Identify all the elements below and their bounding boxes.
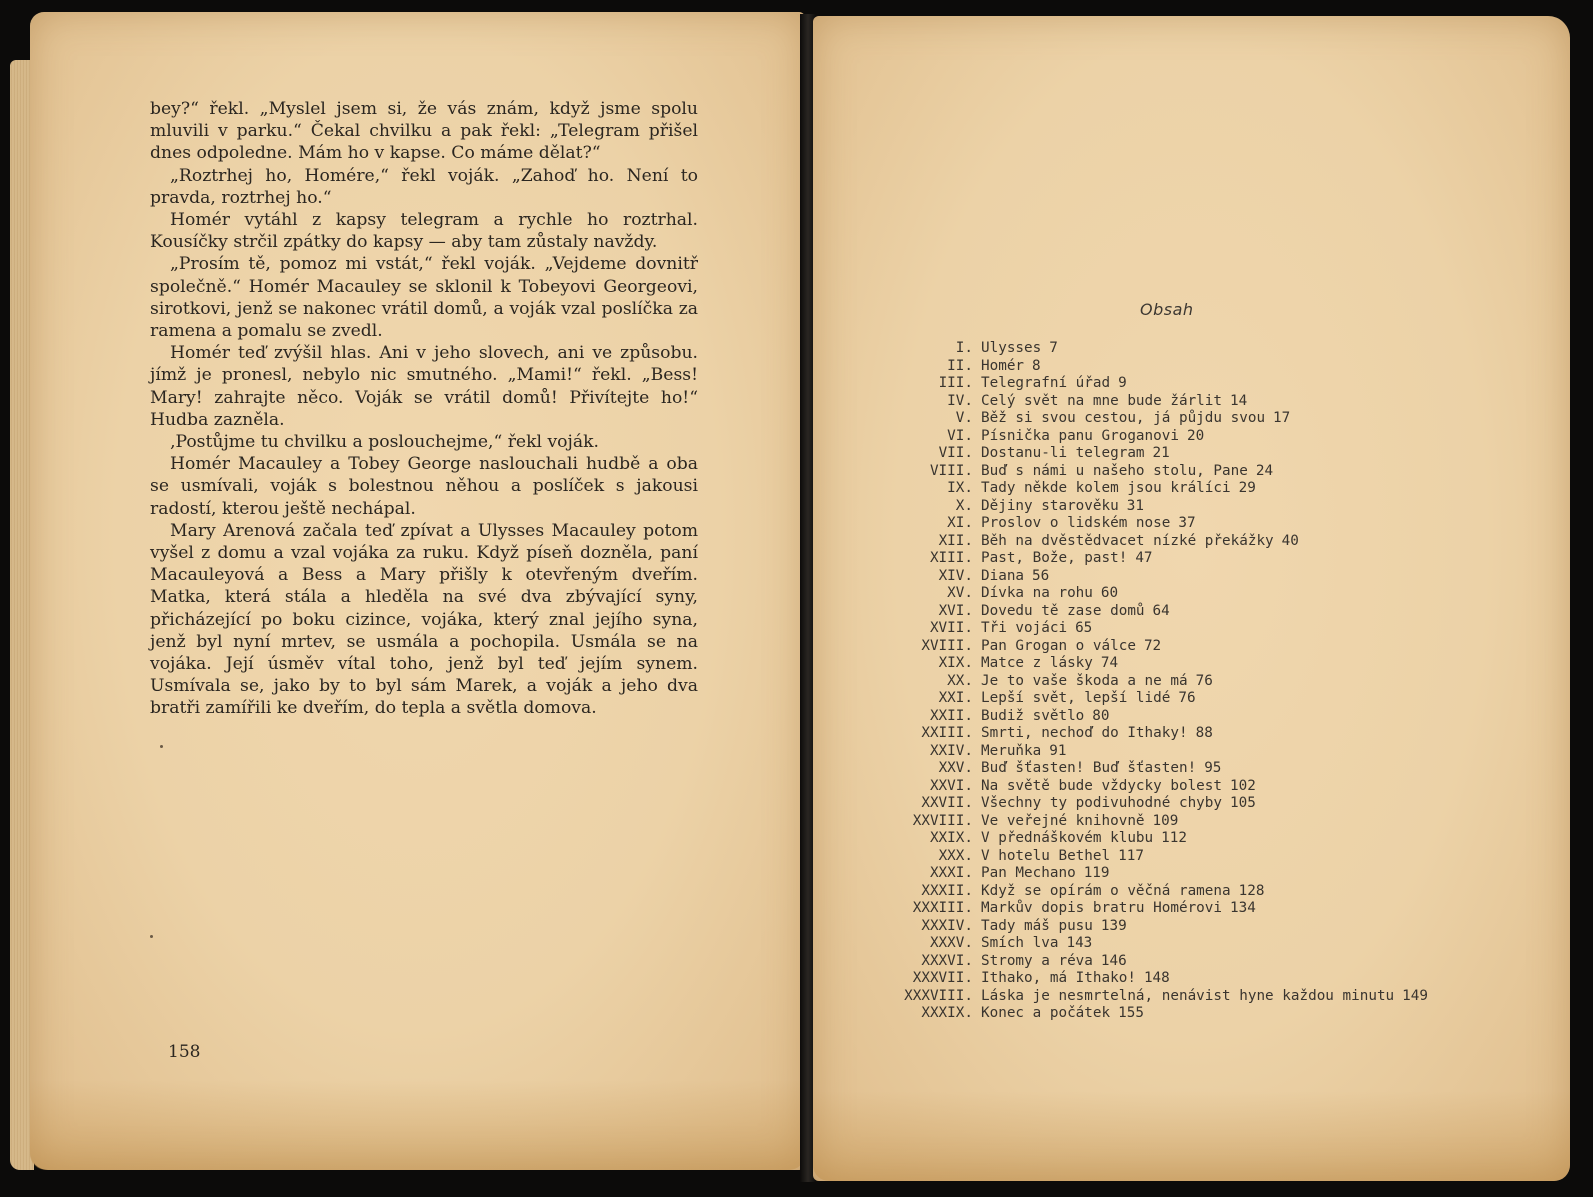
toc-chapter-number: IV. <box>947 392 973 409</box>
toc-chapter <box>981 708 1110 726</box>
toc-chapter-number: XXVII. <box>921 795 973 811</box>
toc-chapter-number: XXX. <box>938 847 973 864</box>
toc-page-number: 14 <box>1230 392 1248 409</box>
toc-page-number: 74 <box>1100 655 1119 671</box>
paragraph: „Roztrhej ho, Homére,“ řekl voják. „Zahoď ho. Není to pravda, roztrhej ho.“ <box>150 165 698 208</box>
toc-page-number: 76 <box>1195 672 1213 689</box>
table-of-contents <box>885 340 1505 1023</box>
paragraph: Mary Arenová začala teď zpívat a Ulysses Macauley potom vyšel z domu a vzal vojáka za ruku. Když píseň dozněla, paní Macauleyová a Bess a Mary přišly k otevřeným dveřím. Matka, která stála a hleděla na své dva zbývající syny, přicházející po boku cizince, vojáka, který znal jejího syna, jenž byl nyní mrtev, se usmála a pochopila. Usmála se na vojáka. Její úsměv vítal toho, jenž byl teď jejím synem. Usmívala se, jako by to byl sám Marek, a voják a jeho dva bratři zamířili ke dveřím, do tepla a světla domova. <box>150 520 698 719</box>
toc-chapter <box>981 725 1213 743</box>
toc-entry <box>885 393 1505 411</box>
toc-chapter-title: Homér <box>981 357 1025 374</box>
toc-chapter-title: V přednáškovém klubu <box>981 830 1154 846</box>
toc-chapter <box>981 428 1204 446</box>
toc-chapter-title: Ve veřejné knihovně <box>981 812 1145 829</box>
toc-chapter-number: XXVI. <box>929 777 973 794</box>
toc-entry <box>885 935 1505 953</box>
toc-entry <box>885 463 1505 481</box>
toc-chapter <box>981 498 1144 516</box>
paragraph: bey?“ řekl. „Myslel jsem si, že vás znám, když jsme spolu mluvili v parku.“ Čekal chvilku a pak řekl: „Telegram přišel dnes odpoledne. Mám ho v kapse. Co máme dělat?“ <box>150 99 698 164</box>
toc-chapter <box>981 900 1256 918</box>
toc-chapter <box>981 358 1041 376</box>
toc-entry <box>885 585 1505 603</box>
toc-chapter <box>981 463 1273 481</box>
toc-chapter-number: XVIII. <box>921 637 973 654</box>
toc-chapter <box>981 568 1049 586</box>
toc-title: Obsah <box>1140 300 1194 319</box>
toc-page-number: 56 <box>1032 567 1050 584</box>
ink-speck <box>160 745 163 748</box>
toc-chapter <box>981 1005 1144 1023</box>
toc-chapter-title: Ulysses <box>981 340 1042 356</box>
toc-page-number: 80 <box>1092 707 1110 724</box>
toc-entry <box>885 358 1505 376</box>
toc-chapter <box>981 655 1118 673</box>
toc-entry <box>885 918 1505 936</box>
toc-page-number: 139 <box>1100 917 1127 934</box>
toc-chapter-title: Tři vojáci <box>981 620 1068 636</box>
toc-page-number: 31 <box>1126 497 1144 514</box>
toc-page-number: 37 <box>1178 515 1196 531</box>
toc-chapter-title: Dovedu tě zase domů <box>981 602 1145 619</box>
toc-entry <box>885 340 1505 358</box>
toc-chapter-number: VIII. <box>929 462 973 479</box>
toc-chapter-title: Diana <box>981 567 1025 584</box>
toc-page-number: 146 <box>1100 952 1127 969</box>
toc-chapter-title: Buď šťasten! Buď šťasten! <box>981 760 1197 776</box>
toc-page-number: 112 <box>1161 830 1187 846</box>
toc-page-number: 149 <box>1402 987 1428 1004</box>
toc-entry <box>885 620 1505 638</box>
paragraph: Homér teď zvýšil hlas. Ani v jeho slovech, ani ve způsobu. jímž je pronesl, nebylo nic smutného. „Mami!“ řekl. „Bess! Mary! zahrajte něco. Voják se vrátil domů! Přivítejte ho!“ Hudba zazněla. <box>150 343 698 430</box>
toc-chapter-number: XX. <box>947 672 973 689</box>
toc-page-number: 119 <box>1083 865 1110 881</box>
toc-chapter-number: IX. <box>947 480 973 496</box>
toc-page-number: 9 <box>1118 375 1127 391</box>
toc-page-number: 24 <box>1255 462 1274 479</box>
toc-chapter <box>981 620 1092 638</box>
toc-chapter-title: Stromy a réva <box>981 952 1093 969</box>
toc-chapter-number: XXIII. <box>921 725 973 741</box>
toc-chapter-number: XIV. <box>938 567 973 584</box>
toc-chapter-title: Markův dopis bratru Homérovi <box>981 900 1223 916</box>
toc-entry <box>885 428 1505 446</box>
toc-chapter-number: XIX. <box>938 655 973 671</box>
toc-chapter-number: XXIX. <box>929 830 973 846</box>
toc-chapter-number: XXXII. <box>921 882 973 899</box>
toc-chapter-title: Všechny ty podivuhodné chyby <box>981 795 1223 811</box>
paragraph: „Prosím tě, pomoz mi vstát,“ řekl voják. „Vejdeme dovnitř společně.“ Homér Macauley se sklonil k Tobeyovi Georgeovi, sirotkovi, jenž se nakonec vrátil domů, a voják vzal poslíčka za ramena a pomalu se zvedl. <box>150 254 698 342</box>
toc-chapter-title: Na světě bude vždycky bolest <box>981 777 1223 794</box>
toc-chapter-title: Past, Bože, past! <box>981 550 1128 566</box>
toc-chapter <box>981 585 1118 603</box>
toc-chapter-title: Je to vaše škoda a ne má <box>981 672 1188 689</box>
toc-chapter-number: V. <box>955 410 973 426</box>
toc-chapter <box>981 778 1256 796</box>
toc-chapter-title: Matce z lásky <box>981 655 1093 671</box>
toc-page-number: 8 <box>1032 357 1041 374</box>
water-stain <box>30 1080 805 1170</box>
toc-chapter-number: XXXIV. <box>921 917 973 934</box>
toc-chapter <box>981 340 1058 358</box>
toc-chapter-number: XI. <box>947 515 973 531</box>
page-number: 158 <box>168 1042 201 1062</box>
toc-chapter-number: XXI. <box>938 690 973 706</box>
toc-entry <box>885 533 1505 551</box>
toc-chapter-title: Láska je nesmrtelná, nenávist hyne každou minutu <box>981 987 1395 1004</box>
ink-speck <box>150 935 153 938</box>
toc-page-number: 7 <box>1049 340 1058 356</box>
toc-chapter-title: Pan Grogan o válce <box>981 637 1136 654</box>
toc-page-number: 134 <box>1230 900 1256 916</box>
toc-entry <box>885 795 1505 813</box>
toc-chapter-title: Smích lva <box>981 935 1059 951</box>
toc-entry <box>885 743 1505 761</box>
toc-chapter-number: XXII. <box>929 707 973 724</box>
toc-page-number: 117 <box>1118 847 1144 864</box>
water-stain <box>813 1091 1570 1181</box>
toc-chapter-title: V hotelu Bethel <box>981 847 1111 864</box>
toc-chapter-title: Tady máš pusu <box>981 917 1093 934</box>
paragraph: ‚Postůjme tu chvilku a poslouchejme,“ řekl voják. <box>170 432 599 453</box>
toc-entry <box>885 883 1505 901</box>
toc-chapter <box>981 830 1187 848</box>
toc-entry <box>885 690 1505 708</box>
toc-chapter-title: Telegrafní úřad <box>981 375 1111 391</box>
toc-chapter <box>981 673 1213 691</box>
toc-page-number: 91 <box>1049 742 1067 759</box>
toc-chapter-title: Proslov o lidském nose <box>981 515 1171 531</box>
toc-entry <box>885 725 1505 743</box>
toc-entry <box>885 1005 1505 1023</box>
paragraph: Homér vytáhl z kapsy telegram a rychle ho roztrhal. Kousíčky strčil zpátky do kapsy — aby tam zůstaly navždy. <box>150 210 698 253</box>
toc-entry <box>885 410 1505 428</box>
toc-page-number: 60 <box>1100 585 1119 601</box>
toc-page-number: 65 <box>1075 620 1093 636</box>
toc-entry <box>885 550 1505 568</box>
toc-chapter <box>981 638 1161 656</box>
toc-entry <box>885 953 1505 971</box>
toc-page-number: 109 <box>1152 812 1179 829</box>
toc-chapter <box>981 743 1066 761</box>
toc-chapter <box>981 480 1256 498</box>
toc-chapter <box>981 603 1170 621</box>
toc-page-number: 47 <box>1135 550 1153 566</box>
toc-page-number: 29 <box>1238 480 1256 496</box>
toc-entry <box>885 375 1505 393</box>
toc-chapter-title: Tady někde kolem jsou králíci <box>981 480 1231 496</box>
toc-chapter <box>981 393 1247 411</box>
toc-chapter-number: XXVIII. <box>912 812 973 829</box>
toc-chapter-number: XXIV. <box>929 742 973 759</box>
toc-chapter-number: XXXI. <box>929 865 973 881</box>
toc-chapter-title: Písnička panu Groganovi <box>981 427 1179 444</box>
toc-chapter <box>981 375 1127 393</box>
toc-page-number: 155 <box>1118 1005 1144 1021</box>
toc-chapter <box>981 813 1178 831</box>
toc-chapter-title: Když se opírám o věčná ramena <box>981 882 1231 899</box>
toc-chapter-number: XVII. <box>929 620 973 636</box>
toc-entry <box>885 568 1505 586</box>
toc-chapter-title: Pan Mechano <box>981 865 1076 881</box>
toc-page-number: 95 <box>1204 760 1222 776</box>
toc-chapter <box>981 690 1196 708</box>
toc-chapter-title: Meruňka <box>981 742 1042 759</box>
toc-entry <box>885 760 1505 778</box>
toc-chapter-number: XV. <box>947 585 973 601</box>
toc-page-number: 17 <box>1273 410 1291 426</box>
toc-page-number: 105 <box>1230 795 1256 811</box>
toc-chapter-number: I. <box>955 340 973 356</box>
toc-entry <box>885 848 1505 866</box>
toc-entry <box>885 778 1505 796</box>
toc-chapter-number: XII. <box>938 532 973 549</box>
toc-page-number: 102 <box>1230 777 1256 794</box>
toc-entry <box>885 970 1505 988</box>
toc-page-number: 128 <box>1238 882 1265 899</box>
toc-chapter-title: Běž si svou cestou, já půjdu svou <box>981 410 1266 426</box>
toc-entry <box>885 638 1505 656</box>
toc-chapter-title: Lepší svět, lepší lidé <box>981 690 1171 706</box>
toc-chapter <box>981 760 1221 778</box>
toc-chapter-number: VI. <box>947 427 973 444</box>
toc-chapter-title: Buď s námi u našeho stolu, Pane <box>981 462 1248 479</box>
toc-entry <box>885 708 1505 726</box>
toc-chapter <box>981 550 1153 568</box>
toc-chapter <box>981 970 1170 988</box>
toc-chapter-title: Celý svět na mne bude žárlit <box>981 392 1223 409</box>
toc-entry <box>885 900 1505 918</box>
body-text <box>150 98 698 720</box>
toc-entry <box>885 655 1505 673</box>
toc-entry <box>885 445 1505 463</box>
toc-chapter-number: XVI. <box>938 602 973 619</box>
paragraph: Homér Macauley a Tobey George naslouchali hudbě a oba se usmívali, voják s bolestnou něhou a poslíček s jakousi radostí, kterou ještě nechápal. <box>150 454 698 519</box>
toc-page-number: 148 <box>1143 970 1170 986</box>
toc-page-number: 76 <box>1178 690 1196 706</box>
toc-chapter-title: Ithako, má Ithako! <box>981 970 1136 986</box>
toc-chapter <box>981 795 1256 813</box>
toc-entry <box>885 603 1505 621</box>
toc-chapter-number: X. <box>955 497 973 514</box>
toc-chapter-number: XXXIX. <box>921 1005 973 1021</box>
toc-entry <box>885 865 1505 883</box>
toc-chapter-number: XXV. <box>938 760 973 776</box>
toc-chapter-title: Dějiny starověku <box>981 497 1119 514</box>
toc-chapter-number: XXXVIII. <box>904 987 973 1004</box>
toc-chapter-number: XXXIII. <box>912 900 973 916</box>
toc-chapter <box>981 918 1127 936</box>
toc-chapter <box>981 935 1092 953</box>
toc-chapter-title: Běh na dvěstědvacet nízké překážky <box>981 532 1274 549</box>
toc-entry <box>885 813 1505 831</box>
toc-entry <box>885 498 1505 516</box>
toc-page-number: 88 <box>1195 725 1213 741</box>
toc-chapter-number: XIII. <box>929 550 973 566</box>
toc-chapter <box>981 953 1127 971</box>
toc-chapter <box>981 988 1428 1006</box>
toc-chapter-title: Smrti, nechoď do Ithaky! <box>981 725 1188 741</box>
toc-entry <box>885 830 1505 848</box>
toc-chapter <box>981 410 1290 428</box>
toc-chapter <box>981 865 1110 883</box>
toc-entry <box>885 988 1505 1006</box>
toc-chapter <box>981 883 1264 901</box>
toc-chapter-number: III. <box>938 375 973 391</box>
toc-page-number: 72 <box>1143 637 1162 654</box>
toc-chapter <box>981 515 1196 533</box>
toc-chapter-number: XXXVI. <box>921 952 973 969</box>
toc-chapter-title: Budiž světlo <box>981 707 1085 724</box>
toc-page-number: 143 <box>1066 935 1093 951</box>
toc-chapter-title: Dívka na rohu <box>981 585 1093 601</box>
toc-entry <box>885 515 1505 533</box>
toc-chapter-number: XXXVII. <box>912 970 973 986</box>
toc-page-number: 21 <box>1152 445 1170 461</box>
toc-entry <box>885 673 1505 691</box>
toc-entry <box>885 480 1505 498</box>
toc-chapter-title: Dostanu-li telegram <box>981 445 1145 461</box>
toc-page-number: 64 <box>1152 602 1170 619</box>
toc-chapter <box>981 445 1170 463</box>
toc-chapter <box>981 533 1299 551</box>
toc-page-number: 20 <box>1186 427 1205 444</box>
toc-chapter-number: VII. <box>938 445 973 461</box>
toc-page-number: 40 <box>1281 532 1299 549</box>
toc-chapter-title: Konec a počátek <box>981 1005 1111 1021</box>
toc-chapter <box>981 848 1144 866</box>
toc-chapter-number: II. <box>947 357 973 374</box>
toc-chapter-number: XXXV. <box>929 935 973 951</box>
